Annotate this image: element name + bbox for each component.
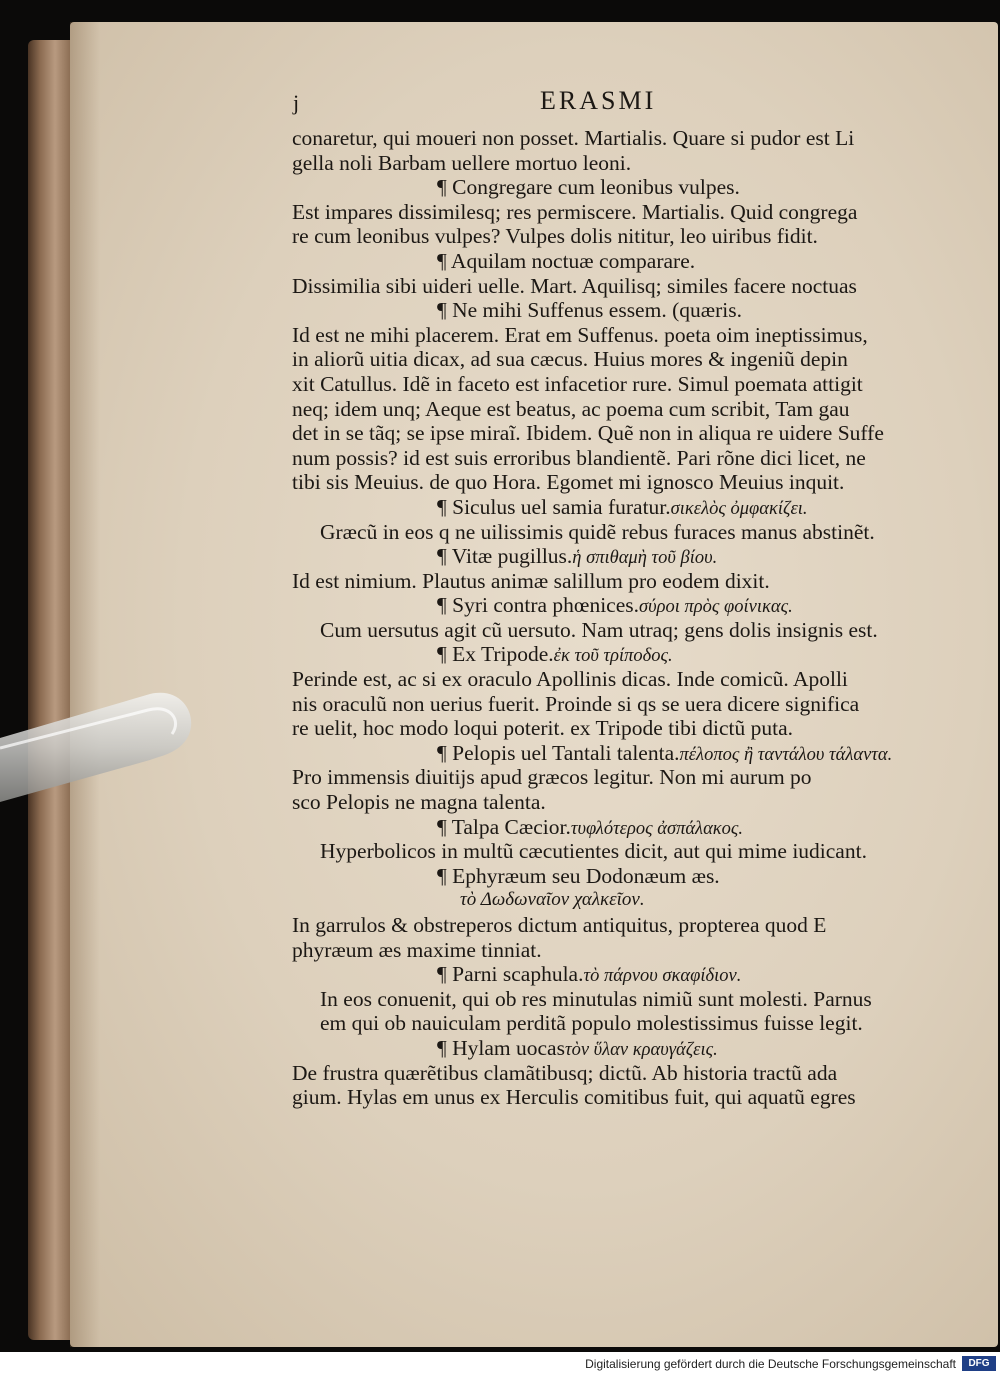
line-text: In eos conuenit, qui ob res minutulas nimiũ sunt molesti. Parnus xyxy=(320,986,872,1011)
text-line xyxy=(292,421,952,446)
line-text: neq; idem unq; Aeque est beatus, ac poema cum scribit, Tam gau xyxy=(292,396,850,421)
adage-title-line xyxy=(292,815,952,840)
text-line xyxy=(292,1061,952,1086)
adage-title-line xyxy=(292,175,952,200)
text-line xyxy=(292,987,952,1012)
text-line xyxy=(292,618,952,643)
text-line xyxy=(292,151,952,176)
greek-phrase: τὸ πάρνου σκαφίδιον. xyxy=(583,966,742,987)
line-text: phyræum æs maxime tinniat. xyxy=(292,937,542,962)
line-text: ¶ Pelopis uel Tantali talenta. xyxy=(437,740,680,765)
line-text: ¶ Aquilam noctuæ comparare. xyxy=(437,248,696,273)
text-line xyxy=(292,224,952,249)
line-text: Est impares dissimilesq; res permiscere. Martialis. Quid congrega xyxy=(292,199,858,224)
adage-title-line xyxy=(292,249,952,274)
text-line xyxy=(292,323,952,348)
line-text: gella noli Barbam uellere mortuo leoni. xyxy=(292,150,632,175)
text-line xyxy=(292,839,952,864)
text-line xyxy=(292,765,952,790)
text-line xyxy=(292,716,952,741)
greek-line xyxy=(292,888,952,913)
text-line xyxy=(292,470,952,495)
line-text: In garrulos & obstreperos dictum antiquitus, propterea quod E xyxy=(292,913,827,937)
adage-title-line xyxy=(292,544,952,569)
adage-title-line xyxy=(292,298,952,323)
line-text: ¶ Ne mihi Suffenus essem. (quæris. xyxy=(437,298,742,323)
adage-title-line xyxy=(292,642,952,667)
line-text: tibi sis Meuius. de quo Hora. Egomet mi ignosco Meuius inquit. xyxy=(292,470,845,495)
text-line xyxy=(292,446,952,471)
text-line xyxy=(292,200,952,225)
greek-phrase: ἐκ τοῦ τρίποδος. xyxy=(553,646,673,667)
line-text: ¶ Talpa Cæcior. xyxy=(437,814,571,839)
greek-phrase: ἡ σπιθαμὴ τοῦ βίου. xyxy=(572,548,718,569)
line-text: ¶ Parni scaphula. xyxy=(437,962,584,987)
greek-phrase: πέλοπος ἢ ταντάλου τάλαντα. xyxy=(679,744,893,765)
line-text: Hyperbolicos in multũ cæcutientes dicit, aut qui mime iudicant. xyxy=(320,839,867,864)
greek-phrase: σικελὸς ὀμφακίζει. xyxy=(670,498,808,519)
page-clip-icon xyxy=(0,690,192,805)
line-text: Dissimilia sibi uideri uelle. Mart. Aquilisq; similes facere noctuas xyxy=(292,273,857,298)
line-text: Græcũ in eos q ne uilissimis quidẽ rebus furaces manus abstinẽt. xyxy=(320,519,875,544)
text-line xyxy=(292,1085,952,1110)
page-mark: j xyxy=(293,90,300,115)
text-line xyxy=(292,274,952,299)
text-line xyxy=(292,569,952,594)
line-text: Cum uersutus agit cũ uersuto. Nam utraq; gens dolis insignis est. xyxy=(320,617,878,642)
adage-title-line xyxy=(292,1036,952,1061)
text-line xyxy=(292,397,952,422)
line-text: conaretur, qui moueri non posset. Martialis. Quare si pudor est Li xyxy=(292,126,855,150)
adage-title-line xyxy=(292,962,952,987)
line-text: De frustra quærẽtibus clamãtibusq; dictũ. Ab historia tractũ ada xyxy=(292,1060,838,1085)
line-text: num possis? id est suis erroribus blandientẽ. Pari rõne dici licet, ne xyxy=(292,445,866,470)
line-text: det in se tãq; se ipse miraĩ. Ibidem. Quẽ non in aliqua re uidere Suffe xyxy=(292,421,884,446)
greek-phrase: σύροι πρὸς φοίνικας. xyxy=(639,597,793,618)
adage-title-line xyxy=(292,593,952,618)
adage-title-line xyxy=(292,741,952,766)
text-line xyxy=(292,372,952,397)
greek-phrase: τὸν ὕλαν κραυγάζεις. xyxy=(564,1039,718,1060)
footer-bar xyxy=(0,1352,1000,1376)
line-text: Id est nimium. Plautus animæ salillum pro eodem dixit. xyxy=(292,568,770,593)
text-line xyxy=(292,913,952,938)
text-line xyxy=(292,667,952,692)
text-line xyxy=(292,790,952,815)
line-text: Pro immensis diuitijs apud græcos legitur. Non mi aurum po xyxy=(292,765,812,790)
line-text: em qui ob nauiculam perditã populo molestissimus fuisse legit. xyxy=(320,1011,863,1036)
line-text: gium. Hylas em unus ex Herculis comitibus fuit, qui aquatũ egres xyxy=(292,1085,856,1110)
line-text: re uelit, hoc modo loqui poterit. ex Tripode tibi dictũ puta. xyxy=(292,716,794,741)
line-text: xit Catullus. Idẽ in faceto est infacetior rure. Simul poemata attigit xyxy=(292,371,863,396)
line-text: ¶ Ex Tripode. xyxy=(437,642,554,667)
line-text: re cum leonibus vulpes? Vulpes dolis nititur, leo uiribus fidit. xyxy=(292,224,818,249)
text-block xyxy=(292,126,952,1110)
line-text: ¶ Syri contra phœnices. xyxy=(437,593,640,618)
footer-credit: Digitalisierung gefördert durch die Deutsche Forschungsgemeinschaft xyxy=(585,1357,956,1371)
line-text: ¶ Siculus uel samia furatur. xyxy=(437,494,671,519)
text-line xyxy=(292,692,952,717)
line-text: ¶ Vitæ pugillus. xyxy=(437,544,573,569)
line-text: sco Pelopis ne magna talenta. xyxy=(292,790,546,815)
greek-phrase: τυφλότερος ἀσπάλακος. xyxy=(570,818,744,839)
line-text: Id est ne mihi placerem. Erat em Suffenus. poeta oim ineptissimus, xyxy=(292,322,868,347)
adage-title-line xyxy=(292,495,952,520)
text-line xyxy=(292,938,952,963)
line-text: ¶ Hylam uocas xyxy=(437,1035,565,1060)
text-line xyxy=(292,520,952,545)
text-line xyxy=(292,347,952,372)
line-text: ¶ Congregare cum leonibus vulpes. xyxy=(437,175,740,200)
text-line xyxy=(292,1011,952,1036)
line-text: in aliorũ uitia dicax, ad sua cæcus. Huius mores & ingeniũ depin xyxy=(292,347,848,372)
running-title: ERASMI xyxy=(540,86,657,115)
line-text: Perinde est, ac si ex oraculo Apollinis dicas. Inde comicũ. Apolli xyxy=(292,667,848,692)
text-line xyxy=(292,126,952,151)
line-text: τὸ Δωδωναῖον χαλκεῖον. xyxy=(460,889,645,911)
dfg-logo: DFG xyxy=(962,1356,996,1371)
adage-title-line xyxy=(292,864,952,889)
line-text: nis oraculũ non uerius fuerit. Proinde si qs se uera dicere significa xyxy=(292,691,860,716)
line-text: ¶ Ephyræum seu Dodonæum æs. xyxy=(437,863,720,888)
